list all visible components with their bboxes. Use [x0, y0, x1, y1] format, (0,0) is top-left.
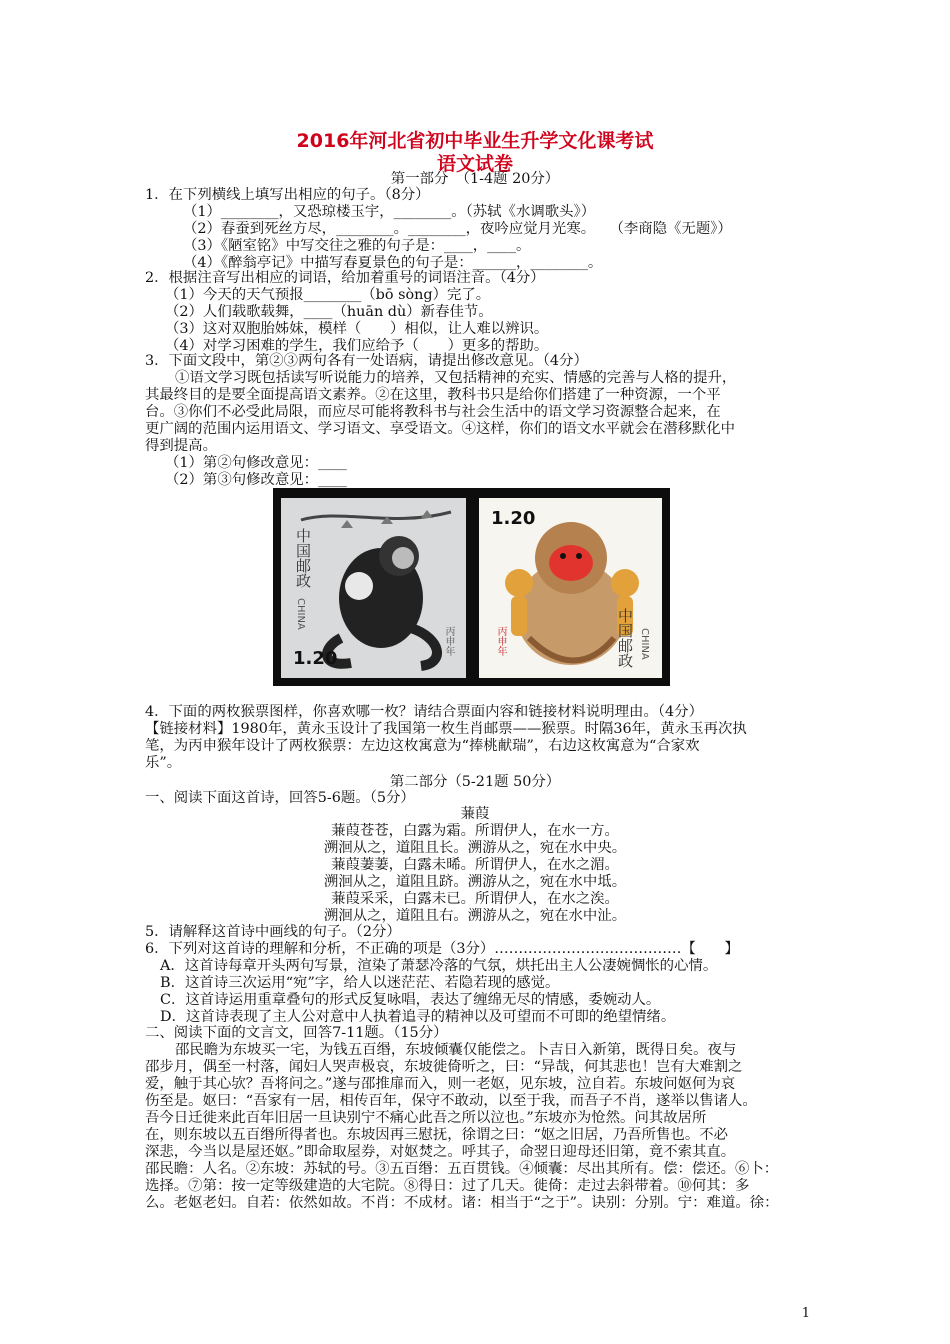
passage-line-1: ①语文学习既包括读写听说能力的培养，又包括精神的充实、情感的完善与人格的提升，: [175, 370, 737, 386]
passage-line-5: 得到提高。: [145, 438, 217, 454]
option-d: D．这首诗表现了主人公对意中人执着追寻的精神以及可望而不可即的绝望情绪。: [160, 1009, 676, 1025]
poem-line-5: 蒹葭采采，白露未已。所谓伊人，在水之涘。: [331, 891, 619, 907]
stamp-right-country: 中国邮政: [616, 608, 634, 668]
question-1-item-3: （3）《陋室铭》中写交往之雅的句子是：____，____。: [183, 238, 531, 254]
question-2: 2．根据注音写出相应的词语，给加着重号的词语注音。（4分）: [145, 270, 545, 286]
page-number: 1: [801, 1306, 810, 1321]
notes-line-1: 邵民瞻：人名。②东坡：苏轼的号。③五百缗：五百贯钱。④倾囊：尽出其所有。偿：偿还。⑥卜：: [145, 1161, 779, 1177]
stamp-right-en: CHINA: [639, 628, 650, 660]
stamp-right-value: 1.20: [491, 508, 536, 529]
passage-line-3: 台。③你们不必受此局限，而应尽可能将教科书与社会生活中的语文学习资源整合起来，在: [145, 404, 721, 420]
notes-line-2: 选择。⑦第：按一定等级建造的大宅院。⑧得日：过了几天。徙倚：走过去斜带着。⑩何其：多: [145, 1178, 750, 1194]
question-2-item-2: （2）人们载歌载舞，____（huān dù）新春佳节。: [165, 304, 493, 320]
question-3-answer-1: （1）第②句修改意见：____: [165, 455, 347, 471]
monkey-stamps-image: [273, 488, 670, 686]
option-a: A．这首诗每章开头两句写景，渲染了萧瑟冷落的气氛，烘托出主人公凄婉惆怅的心情。: [160, 958, 718, 974]
stamp-left-value: 1.20: [293, 648, 338, 669]
stamp-right: [479, 498, 662, 678]
stamp-left-country: 中国邮政: [294, 528, 312, 588]
link-material-1: 【链接材料】1980年，黄永玉设计了我国第一枚生肖邮票——猴票。时隔36年，黄永玉再次执: [145, 721, 747, 737]
question-1: 1．在下列横线上填写出相应的句子。（8分）: [145, 187, 430, 203]
classical-line-2: 邵步月，偶至一村落，闻妇人哭声极哀，东坡徙倚听之，曰：“异哉，何其悲也！岂有大难割之: [145, 1059, 743, 1075]
section-one-heading: 一、阅读下面这首诗，回答5-6题。（5分）: [145, 790, 415, 806]
classical-line-5: 吾今日迁徙来此百年旧居一旦诀别宁不痛心此吾之所以泣也。”东坡亦为怆然。问其故居所: [145, 1110, 707, 1126]
question-2-item-3: （3）这对双胞胎姊妹，模样（ ）相似，让人难以辨识。: [165, 321, 549, 337]
stamp-right-year: 丙申年: [495, 626, 506, 656]
question-5: 5．请解释这首诗中画线的句子。（2分）: [145, 924, 401, 940]
passage-line-4: 更广阔的范围内运用语文、学习语文、享受语文。④这样，你们的语文水平就会在潜移默化中: [145, 421, 736, 437]
part-two-heading: 第二部分（5-21题 50分）: [389, 774, 561, 790]
question-2-item-4: （4）对学习困难的学生，我们应给予（ ）更多的帮助。: [165, 338, 549, 354]
classical-line-3: 爱，触于其心欤？吾将问之。”遂与邵推扉而入，则一老妪，见东坡，泣自若。东坡问妪何为哀: [145, 1076, 736, 1092]
stamp-left: [281, 498, 466, 678]
poem-line-1: 蒹葭苍苍，白露为霜。所谓伊人，在水一方。: [331, 823, 619, 839]
question-6: 6．下列对这首诗的理解和分析，不正确的项是（3分）…………………………………【 】: [145, 941, 739, 957]
link-material-3: 乐”。: [145, 755, 182, 771]
passage-line-2: 其最终目的是要全面提高语文素养。②在这里，教科书只是给你们搭建了一种资源，一个平: [145, 387, 721, 403]
poem-title: 蒹葭: [460, 806, 490, 822]
question-3: 3．下面文段中，第②③两句各有一处语病，请提出修改意见。（4分）: [145, 353, 588, 369]
notes-line-3: 么。老妪老妇。自若：依然如故。不肖：不成材。诸：相当于“之于”。诀别：分别。宁：难道。徐：: [145, 1195, 779, 1211]
poem-line-3: 蒹葭萋萋，白露未晞。所谓伊人，在水之湄。: [331, 857, 619, 873]
poem-line-2: 溯洄从之，道阻且长。溯游从之，宛在水中央。: [323, 840, 627, 856]
option-b: B．这首诗三次运用“宛”字，给人以迷茫茫、若隐若现的感觉。: [160, 975, 560, 991]
question-1-item-2: （2）春蚕到死丝方尽，________。________，夜吟应觉月光寒。 （李商隐《无题》）: [183, 221, 732, 237]
classical-line-4: 伤至是。妪曰：“吾家有一居，相传百年，保守不敢动，以至于我，而吾子不肖，遂举以售诸人。: [145, 1093, 757, 1109]
part-one-heading: 第一部分 （1-4题 20分）: [390, 171, 560, 187]
question-2-item-1: （1）今天的天气预报________（bō sòng）完了。: [165, 287, 491, 303]
classical-line-6: 在，则东坡以五百缗所得者也。东坡因再三慰抚，徐谓之曰：“妪之旧居，乃吾所售也。不必: [145, 1127, 728, 1143]
exam-title: 2016年河北省初中毕业生升学文化课考试: [296, 130, 654, 152]
question-1-item-1: （1）________，又恐琼楼玉宇，________。（苏轼《水调歌头》）: [183, 204, 596, 220]
classical-line-7: 深悲，今当以是屋还妪。”即命取屋券，对妪焚之。呼其子，命翌日迎母还旧第，竟不索其直。: [145, 1144, 736, 1160]
poem-line-6: 溯洄从之，道阻且右。溯游从之，宛在水中沚。: [323, 908, 627, 924]
section-two-heading: 二、阅读下面的文言文，回答7-11题。（15分）: [145, 1025, 448, 1041]
link-material-2: 笔，为丙申猴年设计了两枚猴票：左边这枚寓意为“捧桃献瑞”，右边这枚寓意为“合家欢: [145, 738, 700, 754]
question-1-item-4: （4）《醉翁亭记》中描写春夏景色的句子是：______，________。: [183, 255, 603, 271]
question-4: 4．下面的两枚猴票图样，你喜欢哪一枚？请结合票面内容和链接材料说明理由。（4分）: [145, 704, 703, 720]
option-c: C．这首诗运用重章叠句的形式反复咏唱，表达了缠绵无尽的情感，委婉动人。: [160, 992, 661, 1008]
exam-subtitle: 语文试卷: [436, 153, 513, 175]
poem-line-4: 溯洄从之，道阻且跻。溯游从之，宛在水中坻。: [323, 874, 627, 890]
stamp-left-year: 丙申年: [443, 626, 454, 656]
stamp-left-en: CHINA: [295, 598, 306, 630]
question-3-answer-2: （2）第③句修改意见：____: [165, 472, 347, 488]
classical-line-1: 邵民瞻为东坡买一宅，为钱五百缗，东坡倾囊仅能偿之。卜吉日入新第，既得日矣。夜与: [175, 1042, 737, 1058]
